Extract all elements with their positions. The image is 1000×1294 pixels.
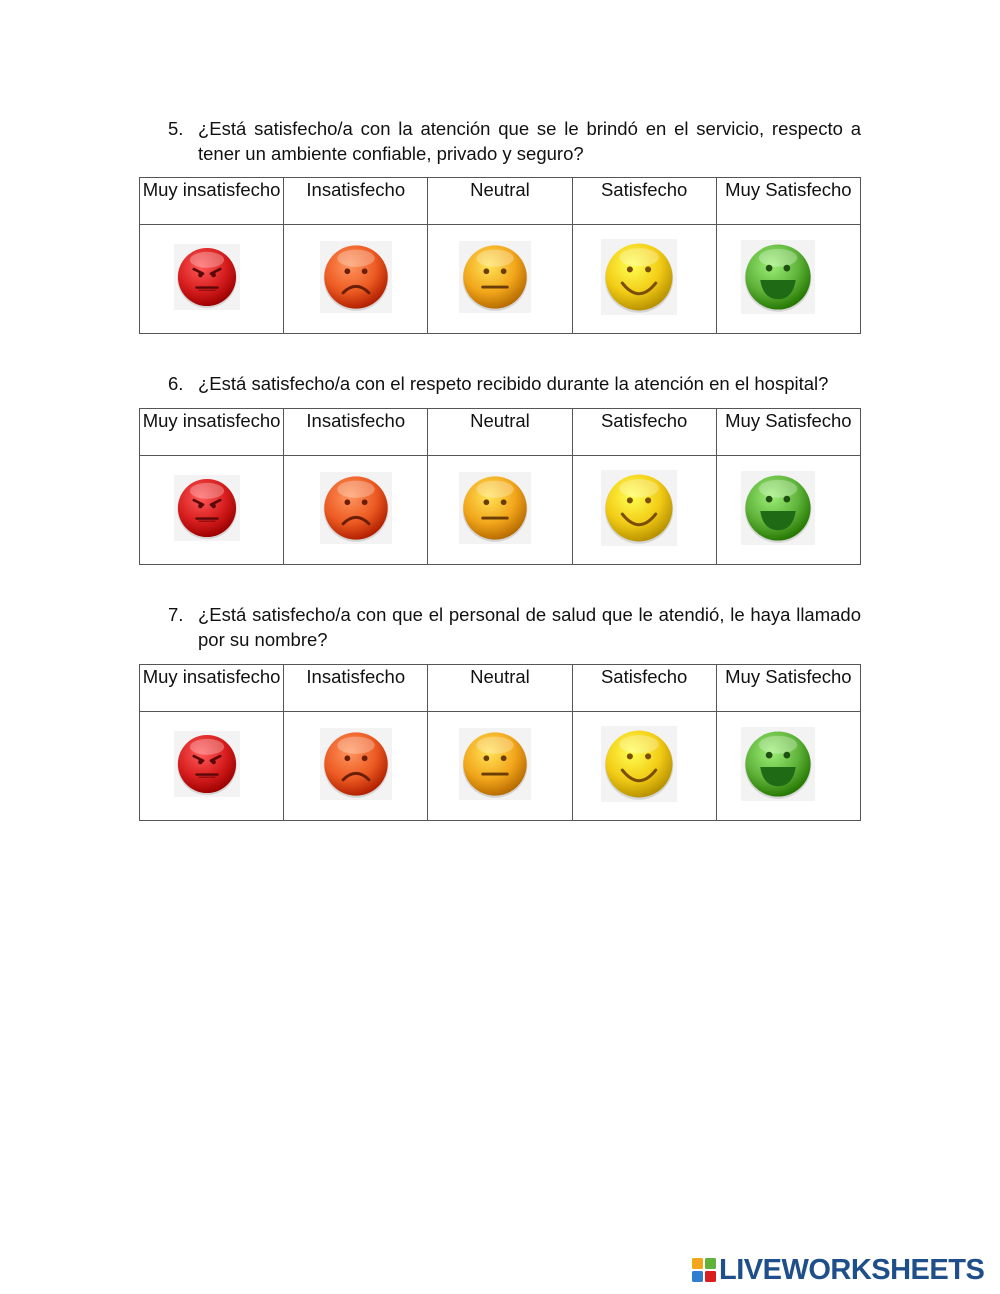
option-unsatisfied[interactable]: [284, 712, 428, 821]
sad-face-icon: [320, 728, 392, 800]
neutral-face-icon: [459, 472, 531, 544]
neutral-face-icon: [459, 728, 531, 800]
question-5: [168, 116, 861, 166]
option-satisfied[interactable]: [572, 456, 716, 565]
label-neutral: Neutral: [428, 409, 572, 456]
option-very-unsatisfied[interactable]: [140, 456, 284, 565]
rating-table-5: [139, 177, 861, 334]
label-very-unsatisfied: Muy insatisfecho: [140, 665, 284, 712]
question-number: 5.: [168, 118, 184, 139]
label-neutral: Neutral: [428, 665, 572, 712]
label-very-satisfied: Muy Satisfecho: [716, 665, 860, 712]
question-6: [168, 371, 861, 396]
option-unsatisfied[interactable]: [284, 225, 428, 334]
rating-table-6: [139, 408, 861, 565]
sad-face-icon: [320, 241, 392, 313]
question-number: 6.: [168, 373, 184, 394]
neutral-face-icon: [459, 241, 531, 313]
label-neutral: Neutral: [428, 178, 572, 225]
question-text: ¿Está satisfecho/a con que el personal de salud que le atendió, le haya llamado por su nombre?: [198, 604, 861, 650]
very-happy-face-icon: [741, 727, 815, 801]
angry-face-icon: [174, 731, 240, 797]
question-text: ¿Está satisfecho/a con el respeto recibido durante la atención en el hospital?: [198, 373, 829, 394]
happy-face-icon: [601, 470, 677, 546]
logo-text: LIVEWORKSHEETS: [719, 1254, 985, 1286]
option-satisfied[interactable]: [572, 225, 716, 334]
question-number: 7.: [168, 604, 184, 625]
label-satisfied: Satisfecho: [572, 665, 716, 712]
label-satisfied: Satisfecho: [572, 409, 716, 456]
option-satisfied[interactable]: [572, 712, 716, 821]
angry-face-icon: [174, 244, 240, 310]
option-unsatisfied[interactable]: [284, 456, 428, 565]
label-unsatisfied: Insatisfecho: [284, 178, 428, 225]
happy-face-icon: [601, 726, 677, 802]
angry-face-icon: [174, 475, 240, 541]
very-happy-face-icon: [741, 471, 815, 545]
liveworksheets-logo-icon: [692, 1258, 716, 1282]
label-very-satisfied: Muy Satisfecho: [716, 409, 860, 456]
happy-face-icon: [601, 239, 677, 315]
rating-table-7: [139, 664, 861, 821]
option-neutral[interactable]: [428, 712, 572, 821]
liveworksheets-logo: [692, 1254, 992, 1286]
label-very-satisfied: Muy Satisfecho: [716, 178, 860, 225]
option-very-unsatisfied[interactable]: [140, 712, 284, 821]
option-very-satisfied[interactable]: [716, 225, 860, 334]
label-unsatisfied: Insatisfecho: [284, 665, 428, 712]
question-text: ¿Está satisfecho/a con la atención que se le brindó en el servicio, respecto a tener un ambiente confiable, privado y seguro?: [198, 118, 861, 164]
very-happy-face-icon: [741, 240, 815, 314]
label-very-unsatisfied: Muy insatisfecho: [140, 409, 284, 456]
question-7: [168, 602, 861, 652]
option-very-satisfied[interactable]: [716, 456, 860, 565]
option-very-satisfied[interactable]: [716, 712, 860, 821]
option-neutral[interactable]: [428, 225, 572, 334]
label-very-unsatisfied: Muy insatisfecho: [140, 178, 284, 225]
option-very-unsatisfied[interactable]: [140, 225, 284, 334]
label-unsatisfied: Insatisfecho: [284, 409, 428, 456]
label-satisfied: Satisfecho: [572, 178, 716, 225]
sad-face-icon: [320, 472, 392, 544]
option-neutral[interactable]: [428, 456, 572, 565]
